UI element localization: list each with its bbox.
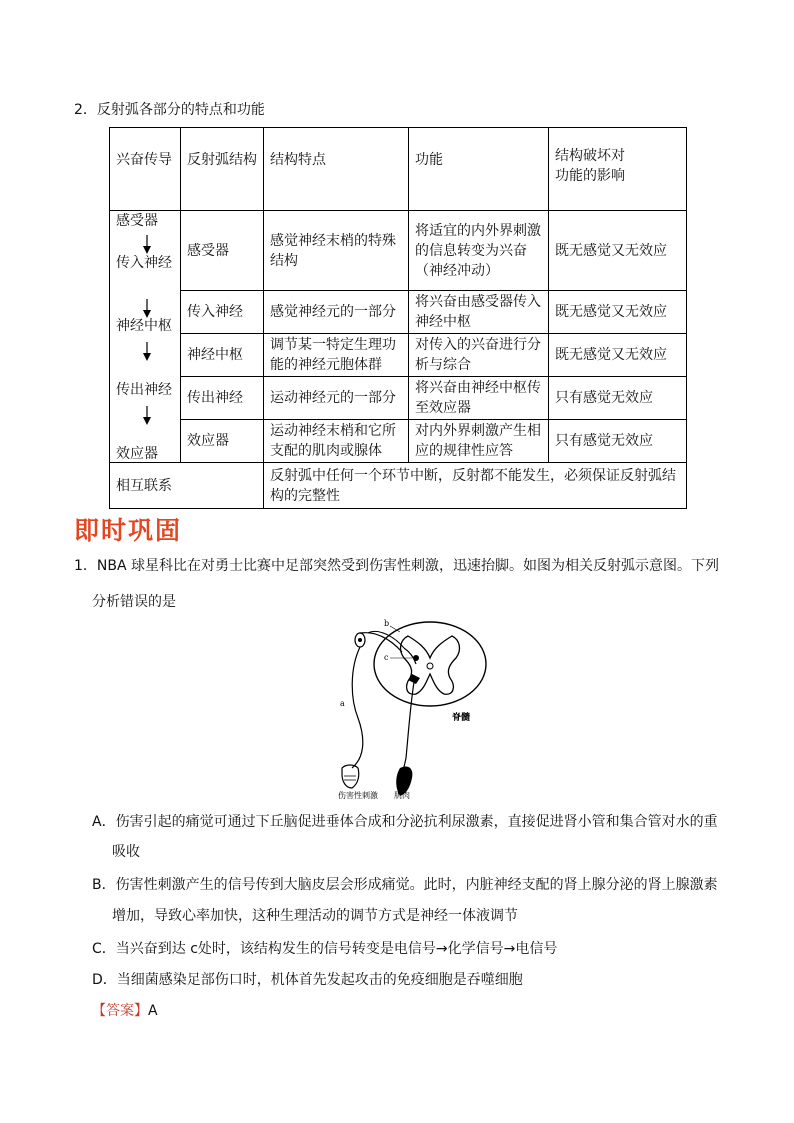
table-row [110,211,687,291]
function-cell: 将兴奋由感受器传入神经中枢 [409,291,549,334]
feature-cell: 运动神经末梢和它所支配的肌肉或腺体 [264,420,409,463]
question-stem-continued: 分析错误的是 [92,594,176,610]
flow-item: 感受器 [116,213,158,229]
receptor-lines [344,776,356,780]
header-cell: 兴奋传导 [110,128,181,211]
down-arrow-icon [141,406,153,426]
structure-cell: 神经中枢 [181,334,264,377]
relation-label-cell: 相互联系 [110,463,264,509]
option-c[interactable]: C．当兴奋到达 c处时，该结构发生的信号转变是电信号→化学信号→电信号 [92,941,558,957]
header-line: 结构破坏对 [555,148,625,164]
reflex-arc-table [109,127,687,509]
option-a[interactable]: A．伤害引起的痛觉可通过下丘脑促进垂体合成和分泌抗利尿激素，直接促进肾小管和集合管对水的重 [92,814,718,830]
central-canal [427,663,433,669]
header-line: 功能的影响 [555,168,625,184]
label-muscle: 肌肉 [394,791,410,800]
header-cell: 功能 [409,128,549,211]
function-cell: 将兴奋由神经中枢传至效应器 [409,377,549,420]
feature-cell: 感觉神经元的一部分 [264,291,409,334]
label-b: b [384,619,390,628]
table-row [110,463,687,509]
feature-cell: 感觉神经末梢的特殊结构 [264,211,409,291]
effect-cell: 既无感觉又无效应 [549,211,687,291]
function-cell: 将适宜的内外界刺激的信息转变为兴奋（神经冲动） [409,211,549,291]
efferent-nerve [400,682,414,778]
down-arrow-icon [141,235,153,255]
effect-cell: 只有感觉无效应 [549,377,687,420]
answer-label: 【答案】 [92,1003,148,1019]
header-cell [549,128,687,211]
consolidate-title-text: 即时巩固 [74,516,183,545]
table-row [110,377,687,420]
flow-item: 传出神经 [116,382,172,398]
ganglion-nucleus [358,638,362,642]
option-b-continued: 增加，导致心率加快，这种生理活动的调节方式是神经一体液调节 [112,908,518,924]
flow-item: 效应器 [116,446,158,462]
structure-cell: 传入神经 [181,291,264,334]
function-cell: 对内外界刺激产生相应的规律性应答 [409,420,549,463]
option-d[interactable]: D．当细菌感染足部伤口时，机体首先发起攻击的免疫细胞是吞噬细胞 [92,972,523,988]
option-a-continued: 吸收 [112,844,140,860]
structure-cell: 感受器 [181,211,264,291]
spinal-cord-outline [374,622,486,706]
table-row [110,420,687,463]
function-cell: 对传入的兴奋进行分析与综合 [409,334,549,377]
option-b[interactable]: B．伤害性刺激产生的信号传到大脑皮层会形成痛觉。此时，内脏神经支配的肾上腺分泌的肾上腺激素 [92,877,718,893]
table-row [110,291,687,334]
table-row [110,334,687,377]
feature-cell: 调节某一特定生理功能的神经元胞体群 [264,334,409,377]
label-stimulus: 伤害性刺激 [338,791,378,800]
relation-text-cell: 反射弧中任何一个环节中断，反射都不能发生，必须保证反射弧结构的完整性 [264,463,687,509]
grey-matter [401,636,460,694]
effect-cell: 既无感觉又无效应 [549,291,687,334]
header-cell: 反射弧结构 [181,128,264,211]
answer [92,1001,158,1021]
structure-cell: 传出神经 [181,377,264,420]
flow-item: 神经中枢 [116,318,172,334]
label-spinal-cord: 脊髓 [452,713,471,723]
label-c: c [384,653,389,662]
synapse-c [413,655,419,661]
question-stem: 1．NBA 球星科比在对勇士比赛中足部突然受到伤害性刺激，迅速抬脚。如图为相关反射弧示意图。下列 [74,558,720,574]
table-header-row [110,128,687,211]
label-a: a [340,699,345,708]
consolidate-title [74,515,196,545]
down-arrow-icon [141,342,153,362]
flow-item: 传入神经 [116,255,172,271]
down-arrow-icon [141,299,153,319]
feature-cell: 运动神经元的一部分 [264,377,409,420]
header-cell: 结构特点 [264,128,409,211]
structure-cell: 效应器 [181,420,264,463]
section-heading: 2．反射弧各部分的特点和功能 [74,102,265,118]
effect-cell: 只有感觉无效应 [549,420,687,463]
conduction-flow-cell [110,211,181,463]
effect-cell: 既无感觉又无效应 [549,334,687,377]
answer-value: A [148,1003,158,1019]
afferent-nerve [352,633,402,768]
reflex-arc-diagram [338,618,488,803]
receptor-skin [342,765,359,788]
